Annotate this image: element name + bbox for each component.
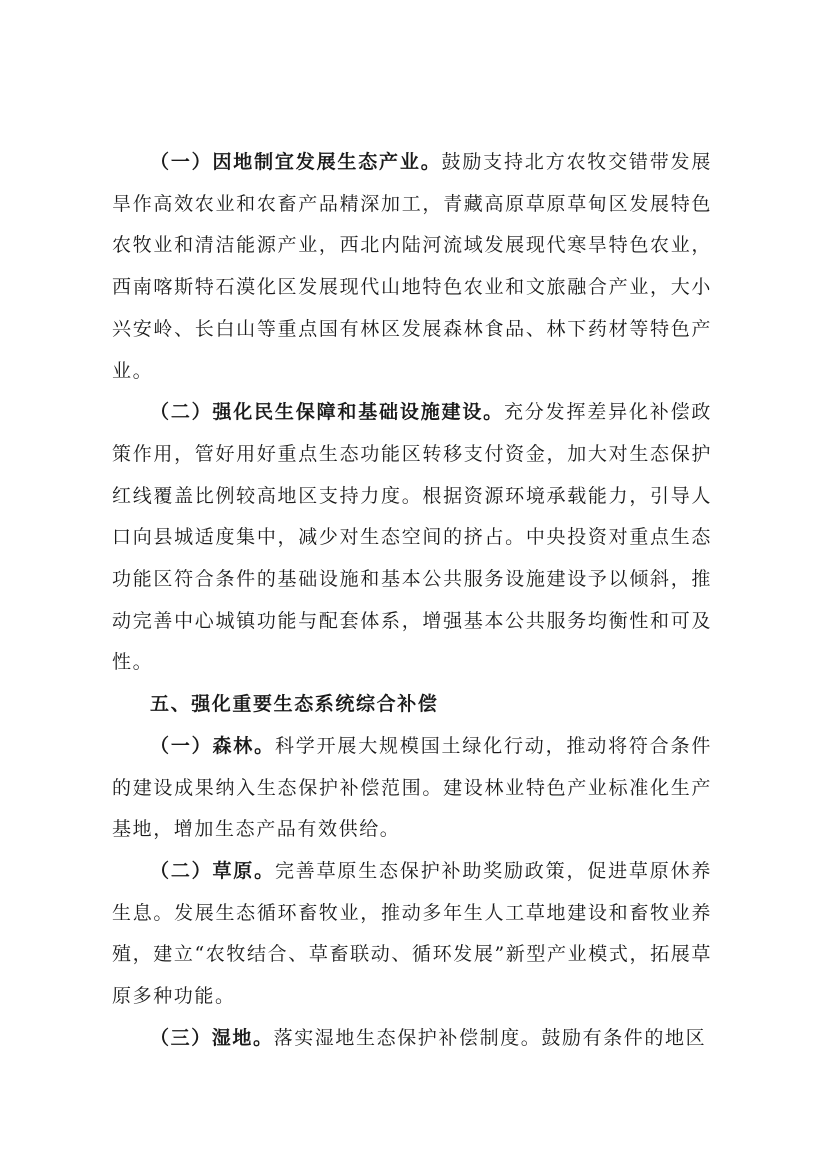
- paragraph-lead: （三）湿地。: [150, 1026, 274, 1049]
- paragraph-grassland: [112, 851, 712, 1018]
- paragraph-body: 鼓励支持北方农牧交错带发展旱作高效农业和农畜产品精深加工，青藏高原草原草甸区发展特色农牧业和清洁能源产业，西北内陆河流域发展现代寒旱特色农业，西南喀斯特石漠化区发展现代山地特色农业和文旅融合产业，大小兴安岭、长白山等重点国有林区发展森林食品、林下药材等特色产业。: [112, 151, 712, 382]
- paragraph-lead: （二）草原。: [150, 859, 275, 882]
- paragraph-lead: （一）森林。: [150, 734, 275, 757]
- paragraph-forest: [112, 726, 712, 851]
- paragraph-livelihood-infrastructure: [112, 392, 712, 684]
- paragraph-wetland: [112, 1018, 712, 1060]
- paragraph-body: 科学开展大规模国土绿化行动，推动将符合条件的建设成果纳入生态保护补偿范围。建设林业特色产业标准化生产基地，增加生态产品有效供给。: [112, 734, 712, 841]
- paragraph-body: 落实湿地生态保护补偿制度。鼓励有条件的地区: [273, 1026, 707, 1049]
- paragraph-body: 充分发挥差异化补偿政策作用，管好用好重点生态功能区转移支付资金，加大对生态保护红线覆盖比例较高地区支持力度。根据资源环境承载能力，引导人口向县城适度集中，减少对生态空间的挤占。中央投资对重点生态功能区符合条件的基础设施和基本公共服务设施建设予以倾斜，推动完善中心城镇功能与配套体系，增强基本公共服务均衡性和可及性。: [112, 401, 712, 674]
- section-heading: 五、强化重要生态系统综合补偿: [150, 693, 439, 716]
- paragraph-lead: （一）因地制宜发展生态产业。: [150, 151, 442, 173]
- document-page: [112, 142, 712, 1059]
- paragraph-ecological-industry: [112, 142, 712, 392]
- paragraph-lead: （二）强化民生保障和基础设施建设。: [150, 401, 504, 424]
- paragraph-body: 完善草原生态保护补助奖励政策，促进草原休养生息。发展生态循环畜牧业，推动多年生人工草地建设和畜牧业养殖，建立“农牧结合、草畜联动、循环发展”新型产业模式，拓展草原多种功能。: [112, 859, 712, 1008]
